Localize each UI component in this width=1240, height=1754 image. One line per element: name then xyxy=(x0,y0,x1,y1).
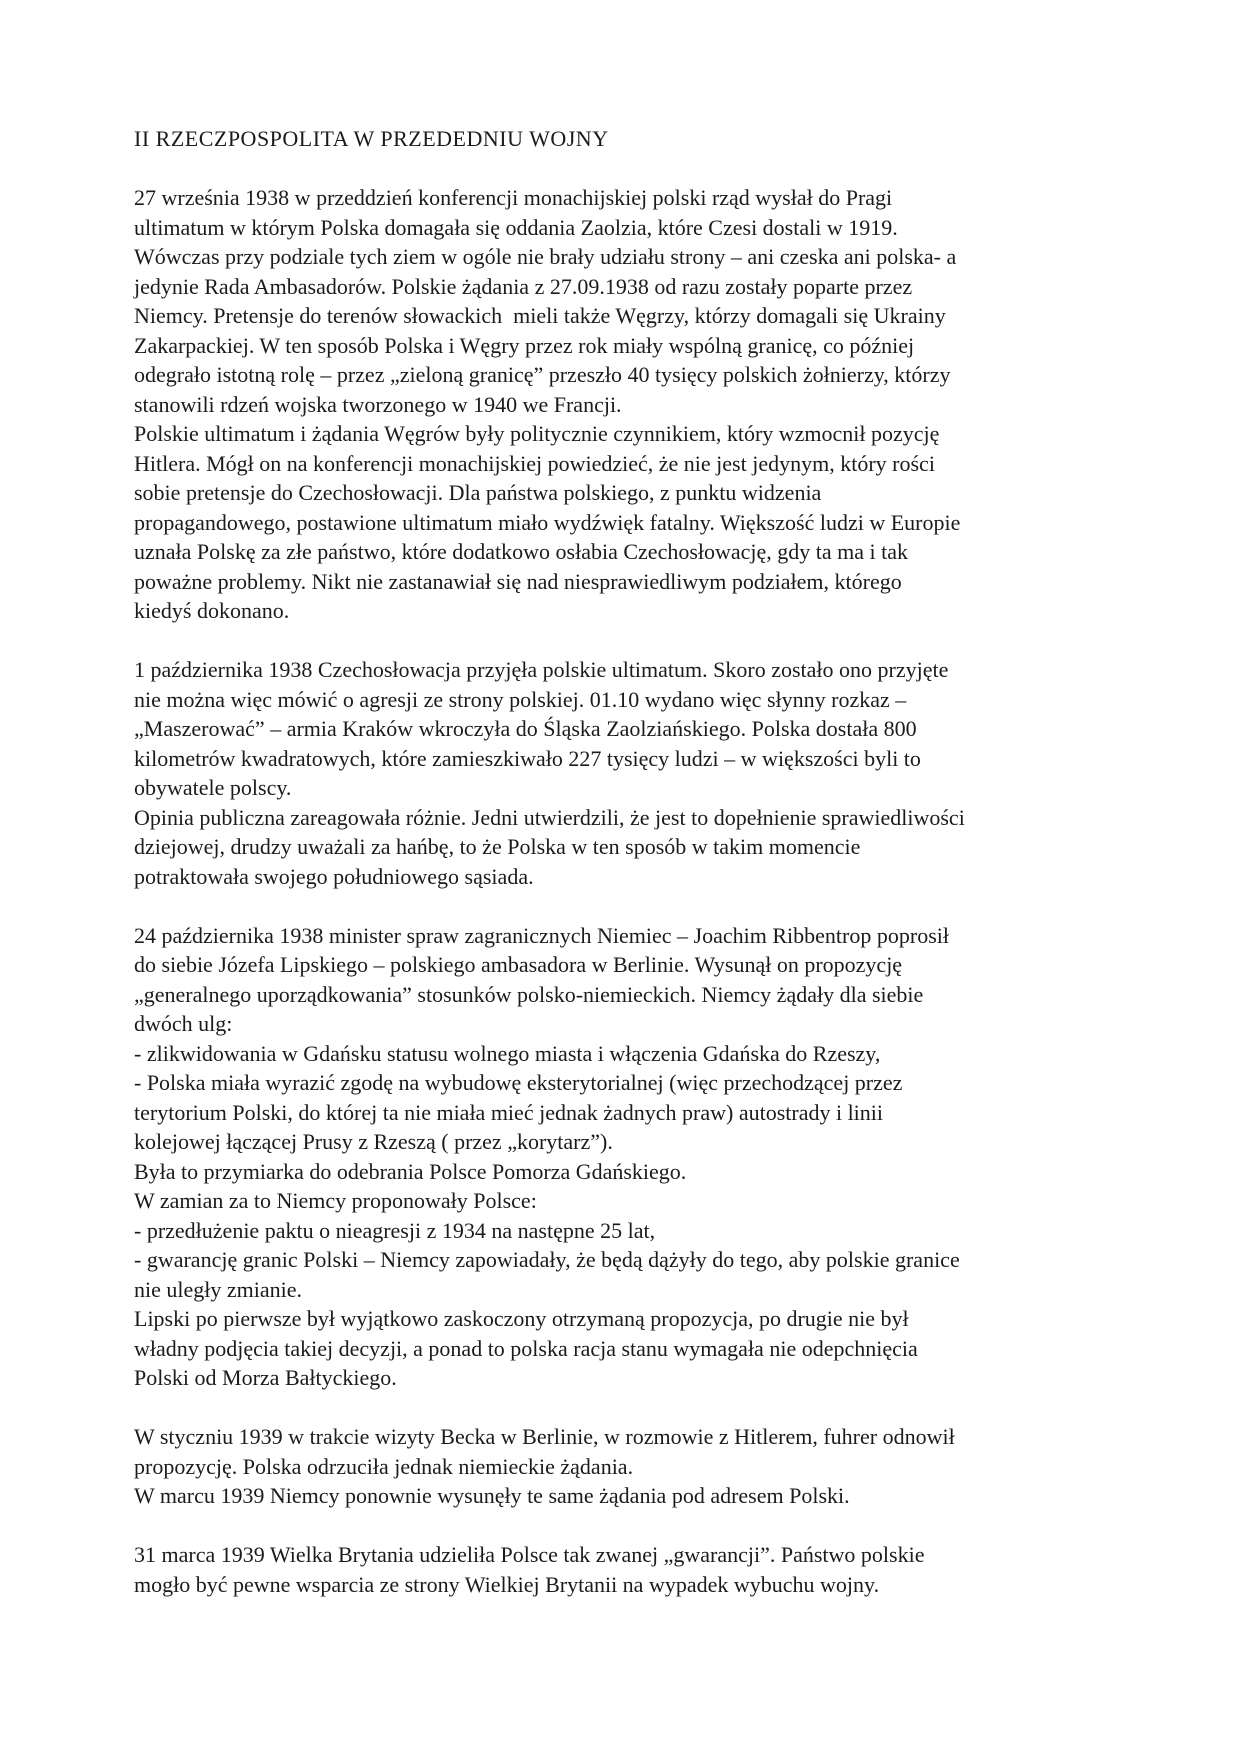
text-line: odegrało istotną rolę – przez „zieloną granicę” przeszło 40 tysięcy polskich żołnierzy, którzy xyxy=(134,362,951,387)
document-body xyxy=(134,183,1134,1599)
text-line: Niemcy. Pretensje do terenów słowackich mieli także Węgrzy, którzy domagali się Ukrainy xyxy=(134,303,946,328)
text-line: kolejowej łączącej Prusy z Rzeszą ( przez „korytarz”). xyxy=(134,1129,613,1154)
text-line: nie uległy zmianie. xyxy=(134,1276,302,1302)
text-line: władny podjęcia takiej decyzji, a ponad to polska racja stanu wymagała nie odepchnięcia xyxy=(134,1335,918,1361)
document-title: II RZECZPOSPOLITA W PRZEDEDNIU WOJNY xyxy=(134,126,609,151)
text-line: jedynie Rada Ambasadorów. Polskie żądania z 27.09.1938 od razu zostały poparte przez xyxy=(134,273,913,299)
text-line: sobie pretensje do Czechosłowacji. Dla państwa polskiego, z punktu widzenia xyxy=(134,480,822,505)
text-line: 24 października 1938 minister spraw zagranicznych Niemiec – Joachim Ribbentrop poprosił xyxy=(134,922,949,948)
text-line: - gwarancję granic Polski – Niemcy zapowiadały, że będą dążyły do tego, aby polskie granice xyxy=(134,1247,960,1272)
text-line: kilometrów kwadratowych, które zamieszkiwało 227 tysięcy ludzi – w większości byli to xyxy=(134,745,921,771)
paragraph xyxy=(134,655,1134,891)
text-line: - zlikwidowania w Gdańsku statusu wolnego miasta i włączenia Gdańska do Rzeszy, xyxy=(134,1040,881,1066)
paragraph xyxy=(134,1422,1134,1511)
text-line: W styczniu 1939 w trakcie wizyty Becka w Berlinie, w rozmowie z Hitlerem, fuhrer odnowił xyxy=(134,1424,955,1449)
text-line: W marcu 1939 Niemcy ponownie wysunęły te same żądania pod adresem Polski. xyxy=(134,1483,850,1508)
text-line: Polskie ultimatum i żądania Węgrów były politycznie czynnikiem, który wzmocnił pozycję xyxy=(134,421,940,446)
text-line: dziejowej, drudzy uważali za hańbę, to że Polska w ten sposób w takim momencie xyxy=(134,834,861,859)
text-line: obywatele polscy. xyxy=(134,775,292,800)
text-line: - przedłużenie paktu o nieagresji z 1934 na następne 25 lat, xyxy=(134,1217,656,1243)
text-line: do siebie Józefa Lipskiego – polskiego ambasadora w Berlinie. Wysunął on propozycję xyxy=(134,952,903,977)
text-line: uznała Polskę za złe państwo, które dodatkowo osłabia Czechosłowację, gdy ta ma i tak xyxy=(134,539,909,564)
text-line: 1 października 1938 Czechosłowacja przyjęła polskie ultimatum. Skoro zostało ono przyjęte xyxy=(134,657,949,682)
text-line: mogło być pewne wsparcia ze strony Wielkiej Brytanii na wypadek wybuchu wojny. xyxy=(134,1571,880,1597)
text-line: - Polska miała wyrazić zgodę na wybudowę eksterytorialnej (więc przechodzącej przez xyxy=(134,1070,903,1095)
text-line: terytorium Polski, do której ta nie miała mieć jednak żadnych praw) autostrady i linii xyxy=(134,1099,884,1125)
text-line: potraktowała swojego południowego sąsiada. xyxy=(134,863,534,889)
text-line: Zakarpackiej. W ten sposób Polska i Węgry przez rok miały wspólną granicę, co później xyxy=(134,332,915,358)
text-line: dwóch ulg: xyxy=(134,1011,233,1036)
text-line: Była to przymiarka do odebrania Polsce Pomorza Gdańskiego. xyxy=(134,1158,687,1184)
text-line: Polski od Morza Bałtyckiego. xyxy=(134,1365,397,1390)
text-line: Wówczas przy podziale tych ziem w ogóle nie brały udziału strony – ani czeska ani polska- a xyxy=(134,244,957,269)
paragraph xyxy=(134,1540,1134,1599)
text-line: ultimatum w którym Polska domagała się oddania Zaolzia, które Czesi dostali w 1919. xyxy=(134,214,898,240)
text-line: Lipski po pierwsze był wyjątkowo zaskoczony otrzymaną propozycja, po drugie nie był xyxy=(134,1306,909,1331)
text-line: 31 marca 1939 Wielka Brytania udzieliła Polsce tak zwanej „gwarancji”. Państwo polskie xyxy=(134,1542,925,1567)
text-line: propozycję. Polska odrzuciła jednak niemieckie żądania. xyxy=(134,1453,634,1479)
text-line: nie można więc mówić o agresji ze strony polskiej. 01.10 wydano więc słynny rozkaz – xyxy=(134,686,907,712)
text-line: propagandowego, postawione ultimatum miało wydźwięk fatalny. Większość ludzi w Europie xyxy=(134,509,961,535)
text-line: 27 września 1938 w przeddzień konferencji monachijskiej polski rząd wysłał do Pragi xyxy=(134,185,893,210)
text-line: Opinia publiczna zareagowała różnie. Jedni utwierdzili, że jest to dopełnienie sprawiedliwości xyxy=(134,804,965,830)
text-line: stanowili rdzeń wojska tworzonego w 1940 we Francji. xyxy=(134,391,622,417)
text-line: W zamian za to Niemcy proponowały Polsce: xyxy=(134,1188,537,1213)
text-line: kiedyś dokonano. xyxy=(134,598,290,623)
text-line: poważne problemy. Nikt nie zastanawiał się nad niesprawiedliwym podziałem, którego xyxy=(134,568,902,594)
text-line: „Maszerować” – armia Kraków wkroczyła do Śląska Zaolziańskiego. Polska dostała 800 xyxy=(134,716,917,741)
text-line: „generalnego uporządkowania” stosunków polsko-niemieckich. Niemcy żądały dla siebie xyxy=(134,981,924,1007)
paragraph xyxy=(134,183,1134,626)
paragraph xyxy=(134,921,1134,1393)
text-line: Hitlera. Mógł on na konferencji monachijskiej powiedzieć, że nie jest jedynym, który rości xyxy=(134,450,935,476)
